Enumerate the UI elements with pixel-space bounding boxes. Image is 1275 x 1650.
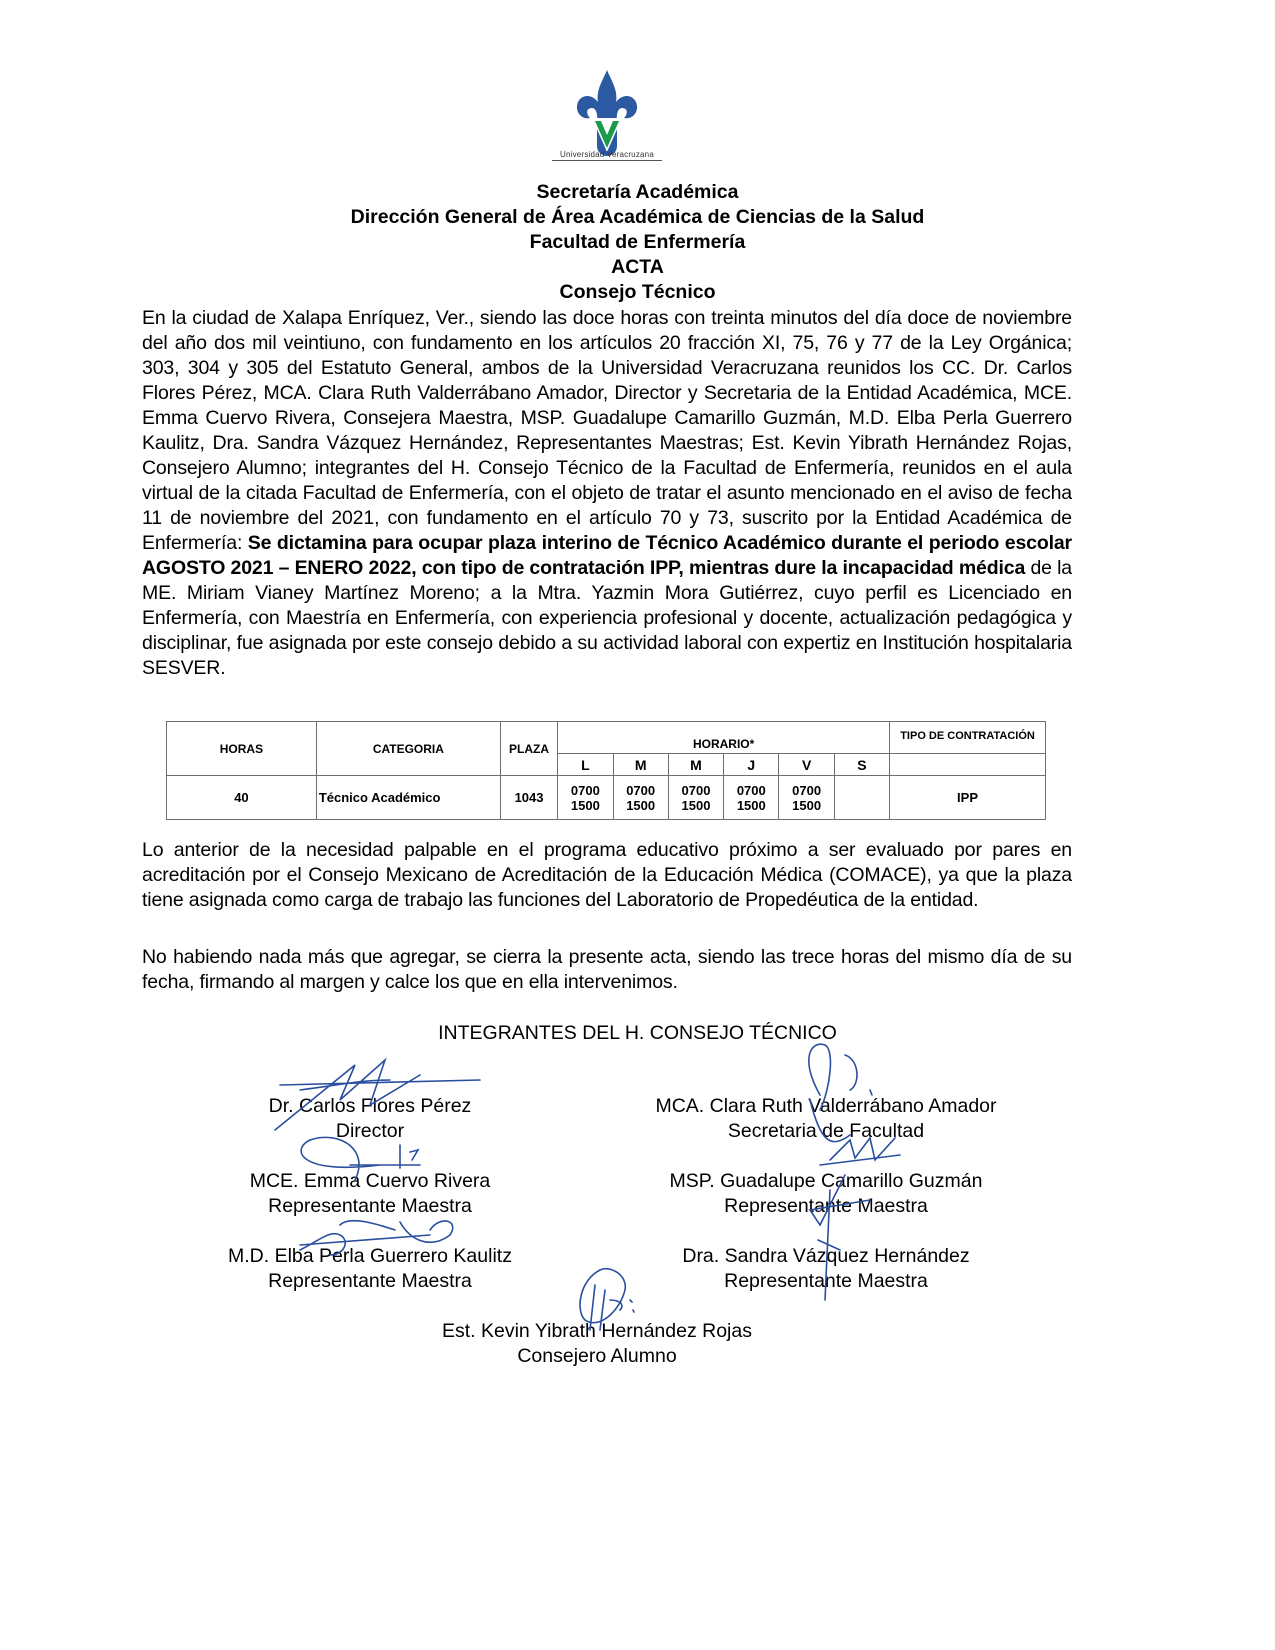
header-categoria: CATEGORIA: [316, 722, 500, 776]
signer-role: Representante Maestra: [724, 1195, 928, 1217]
paragraph-necesidad: Lo anterior de la necesidad palpable en el programa educativo próximo a ser evaluado por pares en acreditación por el Consejo Mexicano de Acreditación de la Educación Médica (COMACE), ya que la plaza tiene asignada como carga de trabajo las funciones del Laboratorio de Propedéutica de la entidad.: [142, 839, 1072, 911]
heading-secretaria: Secretaría Académica: [536, 181, 739, 203]
day-m2: M: [668, 754, 723, 776]
day-j: J: [724, 754, 779, 776]
signer-role: Representante Maestra: [268, 1270, 472, 1292]
signer-role: Representante Maestra: [268, 1195, 472, 1217]
signer-name: MCE. Emma Cuervo Rivera: [249, 1170, 491, 1192]
signer-role: Director: [335, 1120, 405, 1142]
signer-name: Dr. Carlos Flores Pérez: [268, 1095, 472, 1117]
day-m: M: [613, 754, 668, 776]
signer-role: Secretaria de Facultad: [727, 1120, 925, 1142]
cell-categoria: Técnico Académico: [316, 776, 500, 820]
paragraph-assignment: de la ME. Miriam Vianey Martínez Moreno; a la Mtra. Yazmin Mora Gutiérrez, cuyo perfil es Licenciado en Enfermería, con Maestría en Enfermería, con experiencia profesional y docente, actualización pedagógica y disciplinar, fue asignada por este consejo debido a su actividad laboral con expertiz en Institución hospitalaria SESVER.: [142, 557, 1072, 679]
signer-name: MCA. Clara Ruth Valderrábano Amador: [655, 1095, 997, 1117]
signer-name: MSP. Guadalupe Camarillo Guzmán: [669, 1170, 983, 1192]
cell-horas: 40: [167, 776, 317, 820]
signer-name: Dra. Sandra Vázquez Hernández: [682, 1245, 970, 1267]
signer-role: Representante Maestra: [724, 1270, 928, 1292]
paragraph-intro: En la ciudad de Xalapa Enríquez, Ver., siendo las doce horas con treinta minutos del día doce de noviembre del año dos mil veintiuno, con fundamento en los artículos 20 fracción XI, 75, 76 y 77 de la Ley Orgánica; 303, 304 y 305 del Estatuto General, ambos de la Universidad Veracruzana reunidos los CC. Dr. Carlos Flores Pérez, MCA. Clara Ruth Valderrábano Amador, Director y Secretaria de la Entidad Académica, MCE. Emma Cuervo Rivera, Consejera Maestra, MSP. Guadalupe Camarillo Guzmán, M.D. Elba Perla Guerrero Kaulitz, Dra. Sandra Vázquez Hernández, Representantes Maestras; Est. Kevin Yibrath Hernández Rojas, Consejero Alumno; integrantes del H. Consejo Técnico de la Facultad de Enfermería, reunidos en el aula virtual de la citada Facultad de Enfermería, con el objeto de tratar el asunto mencionado en el aviso de fecha 11 de noviembre del 2021, con fundamento en el artículo 70 y 73, suscrito por la Entidad Académica de Enfermería:: [142, 307, 1072, 554]
cell-schedule-j: 0700 1500: [724, 776, 779, 820]
heading-facultad: Facultad de Enfermería: [529, 231, 746, 253]
cell-schedule-v: 0700 1500: [779, 776, 834, 820]
header-tipo-contratacion: TIPO DE CONTRATACIÓN: [890, 722, 1046, 754]
heading-consejo: Consejo Técnico: [559, 281, 716, 303]
signatures-title: INTEGRANTES DEL H. CONSEJO TÉCNICO: [438, 1022, 837, 1044]
heading-acta: ACTA: [611, 256, 664, 278]
signer-name: Est. Kevin Yibrath Hernández Rojas: [441, 1320, 752, 1342]
cell-plaza: 1043: [500, 776, 557, 820]
paragraph-cierre: No habiendo nada más que agregar, se cierra la presente acta, siendo las trece horas del mismo día de su fecha, firmando al margen y calce los que en ella intervenimos.: [142, 946, 1072, 993]
heading-direccion: Dirección General de Área Académica de Ciencias de la Salud: [350, 206, 925, 228]
header-horario: HORARIO*: [558, 722, 890, 754]
signer-role: Consejero Alumno: [517, 1345, 677, 1367]
header-horas: HORAS: [167, 722, 317, 776]
cell-schedule-m2: 0700 1500: [668, 776, 723, 820]
cell-schedule-m: 0700 1500: [613, 776, 668, 820]
logo-caption: Universidad Veracruzana: [552, 150, 662, 161]
paragraph-resolution: Se dictamina para ocupar plaza interino de Técnico Académico durante el periodo escolar AGOSTO 2021 – ENERO 2022, con tipo de contratación IPP, mientras dure la incapacidad médica: [142, 532, 1072, 579]
cell-schedule-l: 0700 1500: [558, 776, 613, 820]
signer-name: M.D. Elba Perla Guerrero Kaulitz: [228, 1245, 512, 1267]
day-s: S: [834, 754, 889, 776]
day-l: L: [558, 754, 613, 776]
cell-tipo: IPP: [890, 776, 1046, 820]
header-plaza: PLAZA: [500, 722, 557, 776]
day-v: V: [779, 754, 834, 776]
